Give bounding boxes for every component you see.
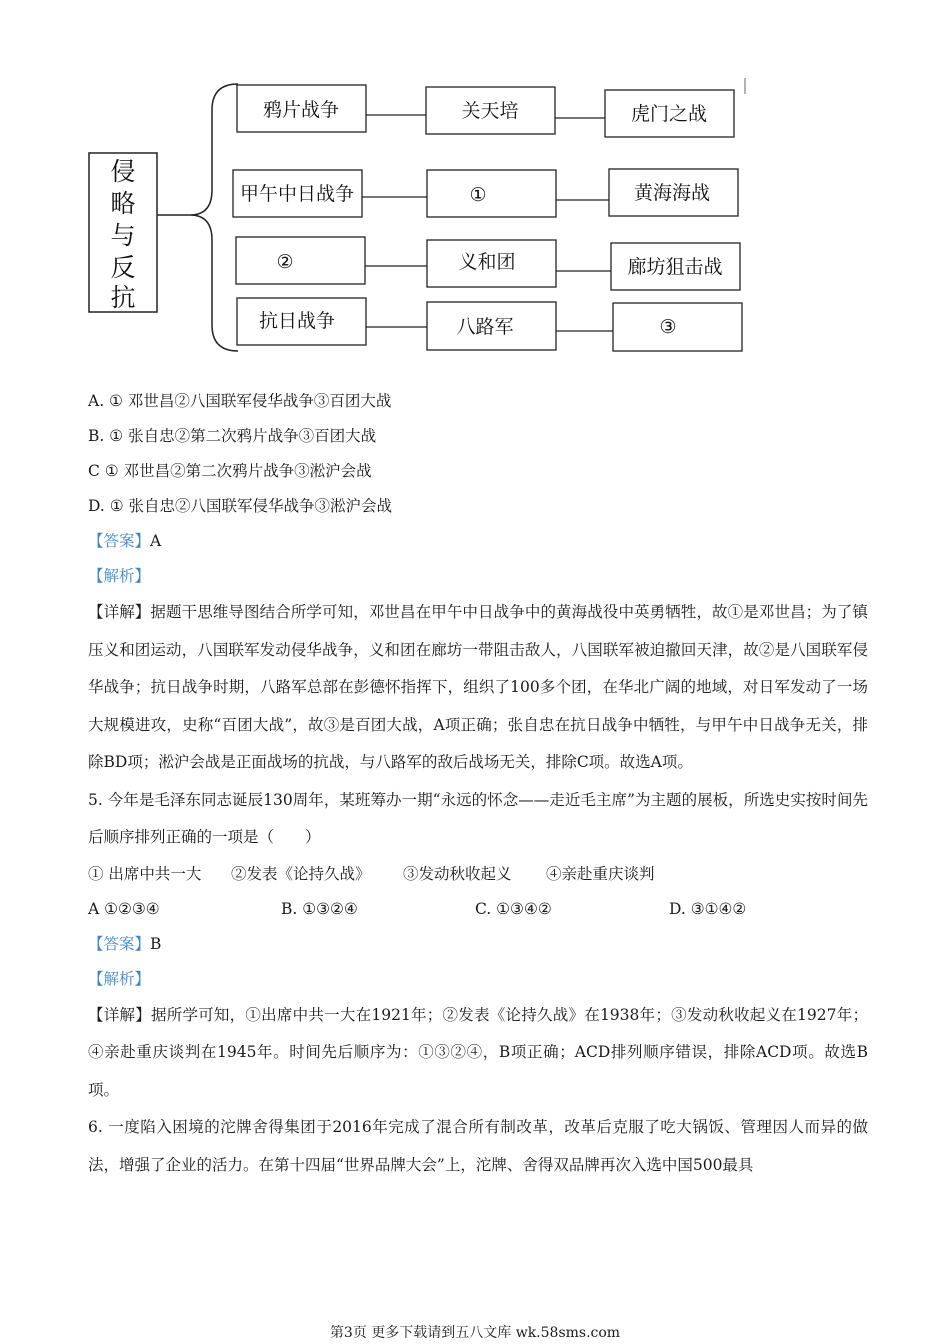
root-char-2: 略 xyxy=(110,189,136,218)
q5-option-a: A ①②③④ xyxy=(88,899,160,918)
q6-stem: 6. 一度陷入困境的沱牌舍得集团于2016年完成了混合所有制改革，改革后克服了吃大锅饭、管理因人而异的做法，增强了企业的活力。在第十四届“世界品牌大会”上，沱牌、舍得双品牌再次入选中国500最具 xyxy=(88,1118,868,1174)
q5-option-d: D. ③①④② xyxy=(669,899,747,918)
row3-text1: ② xyxy=(276,251,294,273)
q5-detail xyxy=(88,997,868,1110)
q5-stem: 5. 今年是毛泽东同志诞辰130周年，某班筹办一期“永远的怀念——走近毛主席”为主题的展板，所选史实按时间先后顺序排列正确的一项是（ ） xyxy=(88,790,868,846)
row2-text1: 甲午中日战争 xyxy=(239,183,355,205)
row2-box2 xyxy=(427,170,556,217)
q5-option-c: C. ①③④② xyxy=(475,899,552,918)
answer-tag: 【答案】 xyxy=(88,934,151,953)
detail-tag: 【详解】 xyxy=(88,603,151,621)
detail-tag: 【详解】 xyxy=(88,1005,151,1024)
row4-text3: ③ xyxy=(659,316,677,338)
q5-items xyxy=(88,857,868,892)
analysis-tag: 【解析】 xyxy=(88,969,151,988)
row3-box1 xyxy=(236,237,365,284)
root-char-1: 侵 xyxy=(110,157,136,186)
row1-text1: 鸦片战争 xyxy=(262,99,340,121)
root-char-5: 抗 xyxy=(110,283,136,312)
q5-option-b: B. ①③②④ xyxy=(281,899,358,918)
answer-value: B xyxy=(150,934,162,953)
mind-map-diagram xyxy=(0,0,950,370)
q5-item-4: ④亲赴重庆谈判 xyxy=(546,864,655,883)
q5-analysis xyxy=(88,962,868,997)
q5-item-3: ③发动秋收起义 xyxy=(403,864,512,883)
q5-item-1: ① 出席中共一大 xyxy=(88,864,202,883)
row4-text2: 八路军 xyxy=(456,316,514,338)
answer-value: A xyxy=(150,532,162,550)
row3-text2: 义和团 xyxy=(458,251,516,273)
analysis-tag: 【解析】 xyxy=(88,567,151,585)
answer-tag: 【答案】 xyxy=(88,532,151,550)
q4-option-d: D. ① 张自忠②八国联军侵华战争③淞沪会战 xyxy=(88,497,393,515)
page-footer: 第3页 更多下载请到五八文库 wk.58sms.com xyxy=(329,1325,621,1341)
q4-answer xyxy=(88,524,868,559)
row2-text2: ① xyxy=(469,184,487,206)
row3-text3: 廊坊狙击战 xyxy=(627,256,723,278)
row1-text2: 关天培 xyxy=(461,100,519,122)
detail-text: 据题干思维导图结合所学可知，邓世昌在甲午中日战争中的黄海战役中英勇牺牲，故①是邓世昌；为了镇压义和团运动，八国联军发动侵华战争，义和团在廊坊一带阻击敌人，八国联军被迫撤回天津，故②是八国联军侵华战争；抗日战争时期，八路军总部在彭德怀指挥下，组织了100多个团，在华北广阔的地域，对日军发动了一场大规模进攻，史称“百团大战”，故③是百团大战，A项正确；张自忠在抗日战争中牺牲，与甲午中日战争无关，排除BD项；淞沪会战是正面战场的抗战，与八路军的敌后战场无关，排除C项。故选A项。 xyxy=(88,603,868,771)
row4-text1: 抗日战争 xyxy=(258,310,336,332)
page-content xyxy=(88,384,868,1184)
q5-options xyxy=(88,892,868,927)
q4-option-b: B. ① 张自忠②第二次鸦片战争③百团大战 xyxy=(88,427,377,445)
q4-option-c: C ① 邓世昌②第二次鸦片战争③淞沪会战 xyxy=(88,462,372,480)
row4-box3 xyxy=(613,303,742,351)
row1-text3: 虎门之战 xyxy=(630,103,708,125)
q5-answer xyxy=(88,927,868,962)
detail-text: 据所学可知，①出席中共一大在1921年；②发表《论持久战》在1938年；③发动秋收起义在1927年；④亲赴重庆谈判在1945年。时间先后顺序为：①③②④，B项正确；ACD排列顺序错误，排除ACD项。故选B项。 xyxy=(88,1005,868,1099)
q4-detail xyxy=(88,594,868,782)
q5-item-2: ②发表《论持久战》 xyxy=(231,864,371,883)
q4-analysis xyxy=(88,559,868,594)
q4-option-a: A. ① 邓世昌②八国联军侵华战争③百团大战 xyxy=(88,392,392,410)
root-char-3: 与 xyxy=(110,221,136,250)
row2-text3: 黄海海战 xyxy=(633,182,711,204)
root-char-4: 反 xyxy=(110,253,136,282)
brace-connector xyxy=(157,84,238,351)
